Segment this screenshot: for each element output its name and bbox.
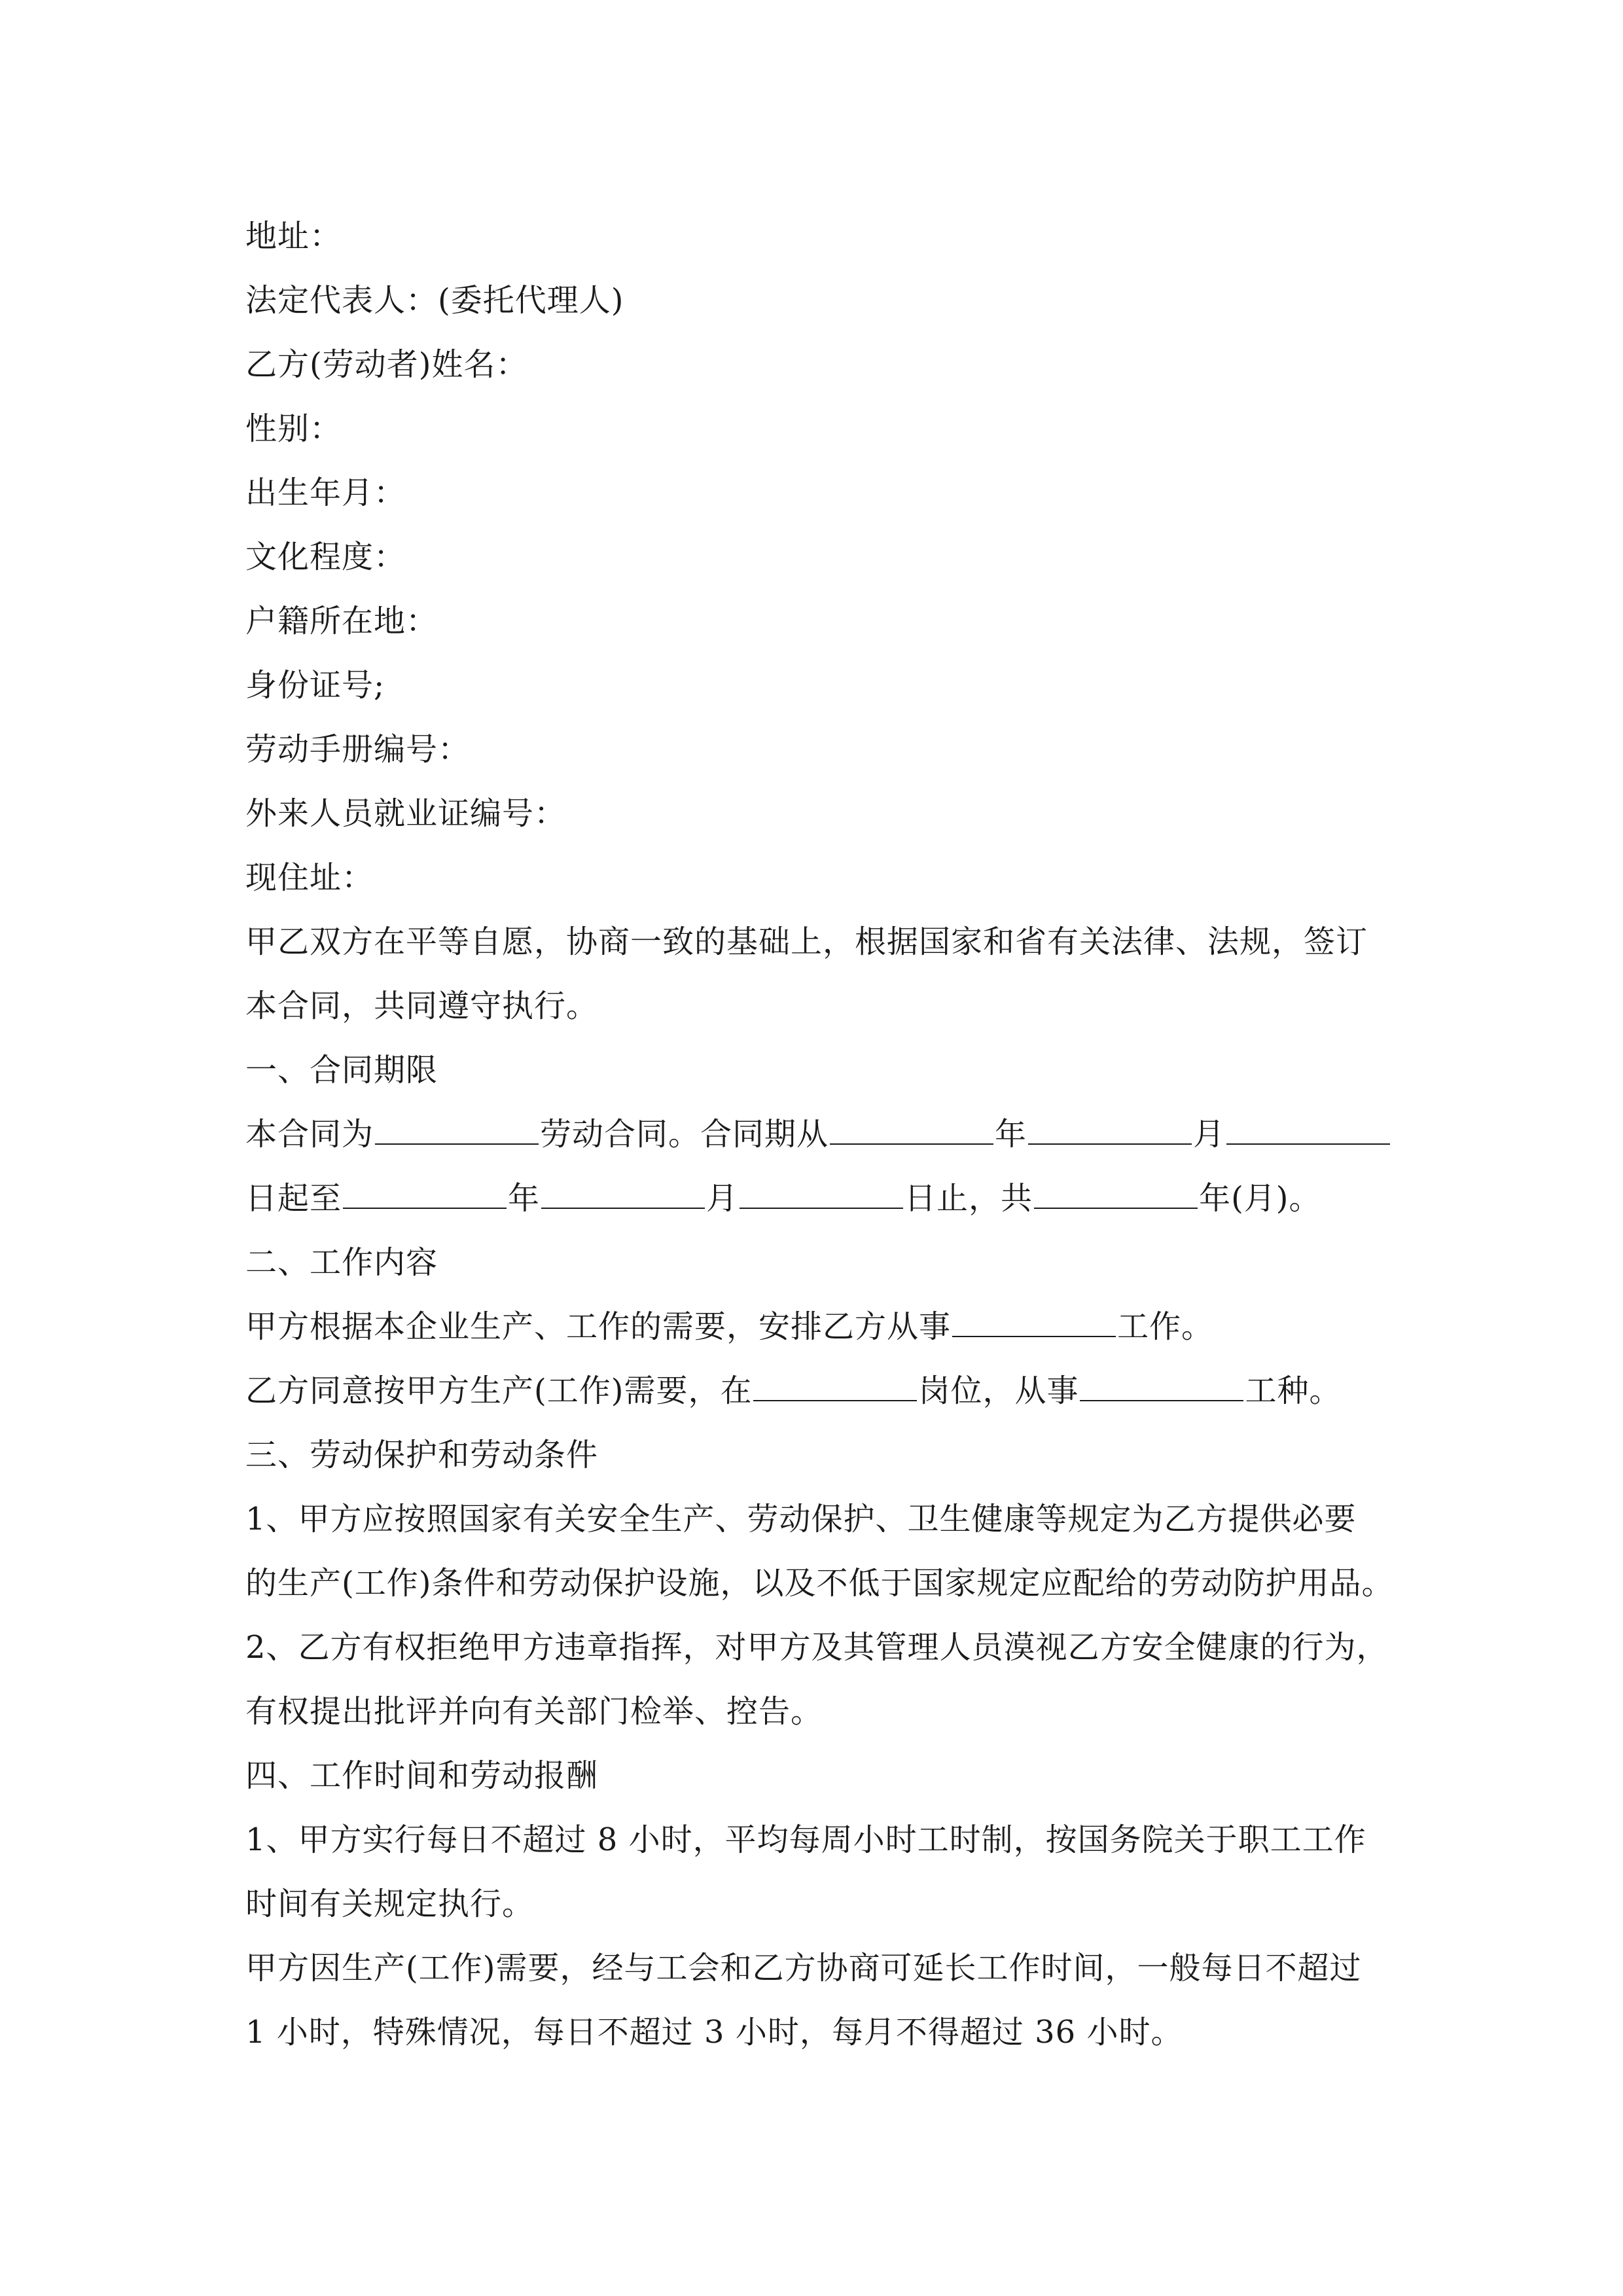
text-segment: 甲方根据本企业生产、工作的需要，安排乙方从事 (245, 1308, 952, 1345)
text-segment: 劳动合同。合同期从 (540, 1116, 829, 1153)
end-day-blank[interactable] (740, 1179, 903, 1209)
text-segment: 年(月)。 (1199, 1180, 1321, 1217)
paragraph-line: 时间有关规定执行。 (245, 1886, 535, 1922)
paragraph-line: 2、乙方有权拒绝甲方违章指挥，对甲方及其管理人员漠视乙方安全健康的行为， (245, 1629, 1389, 1666)
job-type-blank[interactable] (1080, 1371, 1243, 1401)
current-address-field: 现住址： (245, 859, 374, 896)
legal-representative-field: 法定代表人：(委托代理人) (245, 282, 624, 319)
section-3-heading: 三、劳动保护和劳动条件 (245, 1437, 599, 1473)
contract-type-blank[interactable] (375, 1115, 539, 1145)
text-segment: 工作。 (1117, 1308, 1214, 1345)
labor-handbook-field: 劳动手册编号： (245, 731, 471, 768)
work-content-line-1 (245, 1295, 1397, 1359)
text-segment: 岗位，从事 (918, 1372, 1079, 1409)
contract-term-line-2 (245, 1166, 1397, 1230)
text-segment: 月 (706, 1180, 739, 1217)
text-segment: 日起至 (245, 1180, 342, 1217)
household-registration-field: 户籍所在地： (245, 603, 438, 639)
employment-certificate-field: 外来人员就业证编号： (245, 795, 567, 832)
birth-date-field: 出生年月： (245, 475, 406, 511)
paragraph-line: 1、甲方实行每日不超过 8 小时，平均每周小时工时制，按国务院关于职工工作 (245, 1821, 1366, 1858)
paragraph-line: 甲方因生产(工作)需要，经与工会和乙方协商可延长工作时间，一般每日不超过 (245, 1950, 1362, 1986)
paragraph-line: 有权提出批评并向有关部门检举、控告。 (245, 1693, 823, 1730)
section-2-heading: 二、工作内容 (245, 1244, 438, 1281)
text-segment: 年 (995, 1116, 1027, 1153)
intro-line-2: 本合同，共同遵守执行。 (245, 988, 599, 1024)
text-segment: 工种。 (1245, 1372, 1342, 1409)
position-blank[interactable] (753, 1371, 917, 1401)
text-segment: 月 (1193, 1116, 1226, 1153)
start-month-blank[interactable] (1028, 1115, 1192, 1145)
intro-line-1: 甲乙双方在平等自愿，协商一致的基础上，根据国家和省有关法律、法规，签订 (245, 924, 1368, 960)
text-segment: 日止，共 (904, 1180, 1033, 1217)
text-segment: 年 (508, 1180, 541, 1217)
end-month-blank[interactable] (541, 1179, 705, 1209)
text-segment: 本合同为 (245, 1116, 374, 1153)
paragraph-line: 1、甲方应按照国家有关安全生产、劳动保护、卫生健康等规定为乙方提供必要 (245, 1501, 1357, 1537)
start-year-blank[interactable] (830, 1115, 993, 1145)
address-field: 地址： (245, 218, 342, 255)
start-day-blank[interactable] (1226, 1115, 1390, 1145)
paragraph-line: 的生产(工作)条件和劳动保护设施，以及不低于国家规定应配给的劳动防护用品。 (245, 1565, 1394, 1602)
contract-body (245, 204, 1397, 2064)
section-4-heading: 四、工作时间和劳动报酬 (245, 1757, 599, 1794)
end-year-blank[interactable] (343, 1179, 507, 1209)
duration-blank[interactable] (1034, 1179, 1198, 1209)
work-content-line-2 (245, 1359, 1397, 1423)
section-1-heading: 一、合同期限 (245, 1052, 438, 1088)
paragraph-line: 1 小时，特殊情况，每日不超过 3 小时，每月不得超过 36 小时。 (245, 2014, 1183, 2051)
job-blank[interactable] (952, 1307, 1116, 1337)
gender-field: 性别： (245, 410, 342, 447)
education-field: 文化程度： (245, 539, 406, 575)
party-b-name-field: 乙方(劳动者)姓名： (245, 346, 528, 383)
text-segment: 乙方同意按甲方生产(工作)需要，在 (245, 1372, 753, 1409)
id-number-field: 身份证号; (245, 667, 385, 704)
contract-term-line-1 (245, 1102, 1397, 1166)
